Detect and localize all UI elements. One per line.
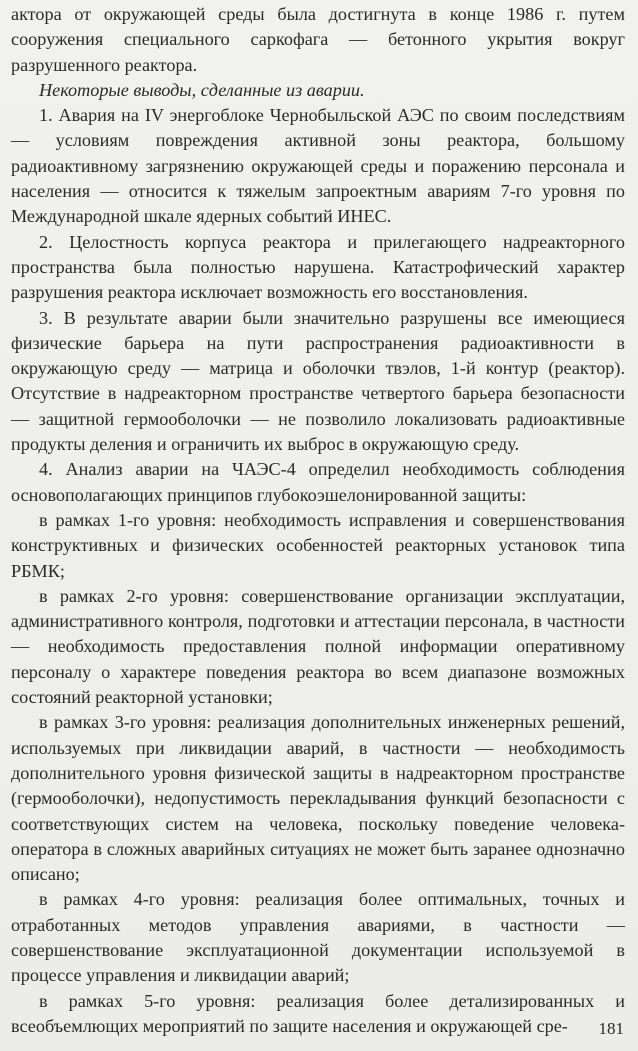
section-heading: Некоторые выводы, сделанные из аварии. (39, 79, 365, 100)
paragraph-continuation: актора от окружающей среды была достигнута в конце 1986 г. путем сооружения специального саркофага — бетонного укрытия вокруг разрушенного реактора. (11, 4, 625, 75)
paragraph-conclusion-1: 1. Авария на IV энергоблоке Чернобыльской АЭС по своим последствиям — условиям повреждения активной зоны реактора, большому радиоактивному загрязнению окружающей среды и поражению персонала и населения — относится к тяжелым запроектным авариям 7-го уровня по Международной шкале ядерных событий ИНЕС. (11, 105, 625, 227)
paragraph-level-1: в рамках 1-го уровня: необходимость исправления и совершенствования конструктивных и физических особенностей реакторных установок типа РБМК; (11, 509, 625, 581)
paragraph-conclusion-2: 2. Целостность корпуса реактора и прилегающего надреакторного пространства была полностью нарушена. Катастрофический характер разрушения реактора исключает возможность его восстановления. (11, 231, 625, 303)
paragraph-level-4: в рамках 4-го уровня: реализация более оптимальных, точных и отработанных методов управления авариями, в частности — совершенствование эксплуатационной документации используемой в процессе управления и ликвидации аварий; (11, 889, 625, 986)
paragraph-conclusion-4: 4. Анализ аварии на ЧАЭС-4 определил необходимость соблюдения основополагающих принципов глубокоэшелонированной защиты: (11, 459, 625, 505)
paragraph-conclusion-3: 3. В результате аварии были значительно разрушены все имеющиеся физические барьера на пути распространения радиоактивности в окружающую среду — матрица и оболочки твэлов, 1-й контур (реактор). Отсутствие в надреакторном пространстве четвертого барьера безопасности — защитной гермооболочки — не позволило локализовать радиоактивные продукты деления и ограничить их выброс в окружающую среду. (11, 307, 625, 455)
page-number: 181 (598, 1019, 624, 1038)
paragraph-level-2: в рамках 2-го уровня: совершенствование организации эксплуатации, административного контроля, подготовки и аттестации персонала, в частности — необходимость предоставления полной информации оперативному персоналу о характере поведения реактора во всем диапазоне возможных состояний реакторной установки; (11, 585, 625, 708)
page-text (11, 2, 625, 1039)
paragraph-level-5: в рамках 5-го уровня: реализация более детализированных и всеобъемлющих мероприятий по защите населения и окружающей сре- (11, 990, 625, 1036)
paragraph-level-3: в рамках 3-го уровня: реализация дополнительных инженерных решений, используемых при ликвидации аварий, в частности — необходимость дополнительного уровня физической защиты в надреакторном пространстве (гермооболочки), недопустимость перекладывания функций безопасности с соответствующих систем на человека, поскольку поведение человека-оператора в сложных аварийных ситуациях не может быть заранее однозначно описано; (11, 712, 625, 885)
